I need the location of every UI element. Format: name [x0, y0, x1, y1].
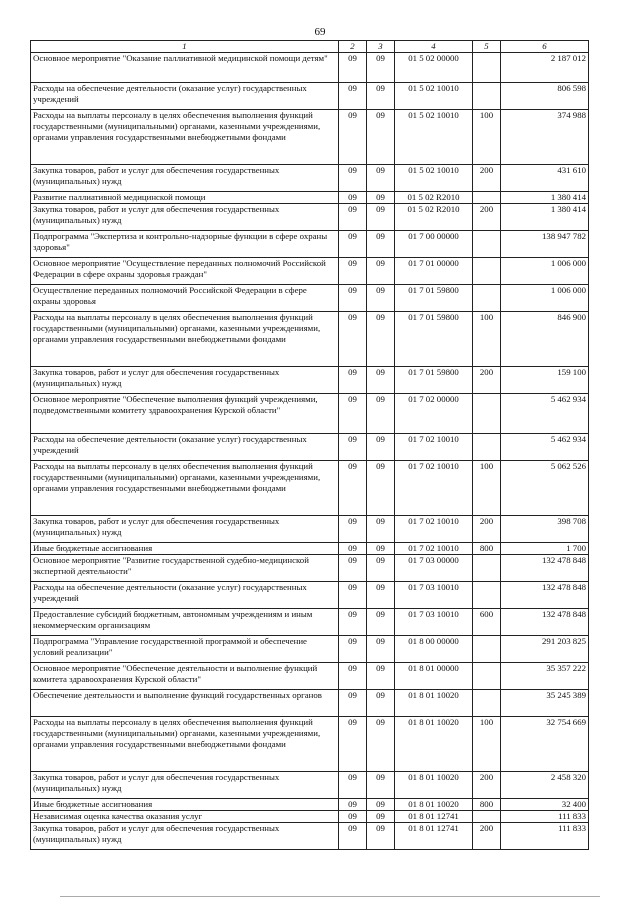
expense-name-cell: Основное мероприятие "Осуществление переданных полномочий Российской Федерации в сфере охраны здоровья граждан"	[31, 257, 339, 284]
amount-cell: 1 006 000	[501, 284, 589, 311]
expense-type-cell: 200	[473, 366, 501, 393]
subsection-code-cell: 09	[367, 366, 395, 393]
column-header-pr: 3	[367, 41, 395, 53]
subsection-code-cell: 09	[367, 191, 395, 203]
section-code-cell: 09	[339, 810, 367, 822]
section-code-cell: 09	[339, 608, 367, 635]
table-row	[31, 230, 589, 257]
table-row	[31, 311, 589, 366]
section-code-cell: 09	[339, 257, 367, 284]
table-body	[31, 52, 589, 849]
amount-cell: 111 833	[501, 810, 589, 822]
amount-cell: 32 754 669	[501, 716, 589, 771]
subsection-code-cell: 09	[367, 460, 395, 515]
target-article-cell: 01 8 00 00000	[395, 635, 473, 662]
amount-cell: 111 833	[501, 822, 589, 849]
target-article-cell: 01 8 01 10020	[395, 798, 473, 810]
expense-name-cell: Осуществление переданных полномочий Российской Федерации в сфере охраны здоровья	[31, 284, 339, 311]
amount-cell: 374 988	[501, 109, 589, 164]
expense-name-cell: Закупка товаров, работ и услуг для обеспечения государственных (муниципальных) нужд	[31, 515, 339, 542]
subsection-code-cell: 09	[367, 798, 395, 810]
expense-name-cell: Подпрограмма "Управление государственной программой и обеспечение условий реализации"	[31, 635, 339, 662]
table-row	[31, 798, 589, 810]
table-row	[31, 581, 589, 608]
subsection-code-cell: 09	[367, 164, 395, 191]
scan-bottom-line	[60, 896, 600, 897]
table-row	[31, 82, 589, 109]
target-article-cell: 01 7 03 10010	[395, 581, 473, 608]
amount-cell: 1 380 414	[501, 191, 589, 203]
expense-type-cell: 800	[473, 798, 501, 810]
expense-name-cell: Расходы на выплаты персоналу в целях обеспечения выполнения функций государственными (муниципальными) органами, казенными учреждениями, органами управления государственными внебюджетными фондами	[31, 460, 339, 515]
target-article-cell: 01 7 00 00000	[395, 230, 473, 257]
expense-name-cell: Подпрограмма "Экспертиза и контрольно-надзорные функции в сфере охраны здоровья"	[31, 230, 339, 257]
amount-cell: 132 478 848	[501, 581, 589, 608]
section-code-cell: 09	[339, 109, 367, 164]
amount-cell: 5 462 934	[501, 433, 589, 460]
table-row	[31, 662, 589, 689]
subsection-code-cell: 09	[367, 810, 395, 822]
table-row	[31, 515, 589, 542]
amount-cell: 138 947 782	[501, 230, 589, 257]
target-article-cell: 01 7 01 59800	[395, 366, 473, 393]
section-code-cell: 09	[339, 515, 367, 542]
expense-name-cell: Обеспечение деятельности и выполнение функций государственных органов	[31, 689, 339, 716]
column-header-sum: 6	[501, 41, 589, 53]
expense-name-cell: Расходы на обеспечение деятельности (оказание услуг) государственных учреждений	[31, 433, 339, 460]
expense-type-cell	[473, 257, 501, 284]
target-article-cell: 01 7 01 00000	[395, 257, 473, 284]
target-article-cell: 01 7 02 00000	[395, 393, 473, 433]
section-code-cell: 09	[339, 542, 367, 554]
subsection-code-cell: 09	[367, 257, 395, 284]
expense-type-cell	[473, 662, 501, 689]
target-article-cell: 01 8 01 12741	[395, 810, 473, 822]
subsection-code-cell: 09	[367, 581, 395, 608]
expense-name-cell: Основное мероприятие "Обеспечение деятельности и выполнение функций комитета здравоохранения Курской области"	[31, 662, 339, 689]
subsection-code-cell: 09	[367, 635, 395, 662]
target-article-cell: 01 8 01 10020	[395, 771, 473, 798]
section-code-cell: 09	[339, 284, 367, 311]
amount-cell: 35 357 222	[501, 662, 589, 689]
subsection-code-cell: 09	[367, 433, 395, 460]
expense-name-cell: Расходы на выплаты персоналу в целях обеспечения выполнения функций государственными (муниципальными) органами, казенными учреждениями, органами управления государственными внебюджетными фондами	[31, 716, 339, 771]
expense-name-cell: Расходы на выплаты персоналу в целях обеспечения выполнения функций государственными (муниципальными) органами, казенными учреждениями, органами управления государственными внебюджетными фондами	[31, 109, 339, 164]
section-code-cell: 09	[339, 771, 367, 798]
expense-type-cell	[473, 191, 501, 203]
subsection-code-cell: 09	[367, 82, 395, 109]
target-article-cell: 01 7 02 10010	[395, 542, 473, 554]
table-row	[31, 433, 589, 460]
expense-type-cell	[473, 554, 501, 581]
expense-type-cell: 200	[473, 771, 501, 798]
target-article-cell: 01 7 01 59800	[395, 311, 473, 366]
target-article-cell: 01 5 02 10010	[395, 109, 473, 164]
table-row	[31, 716, 589, 771]
expense-type-cell	[473, 230, 501, 257]
expense-name-cell: Развитие паллиативной медицинской помощи	[31, 191, 339, 203]
subsection-code-cell: 09	[367, 822, 395, 849]
target-article-cell: 01 7 02 10010	[395, 433, 473, 460]
column-header-csr: 4	[395, 41, 473, 53]
expense-name-cell: Основное мероприятие "Оказание паллиативной медицинской помощи детям"	[31, 52, 339, 82]
expense-type-cell: 200	[473, 164, 501, 191]
expense-name-cell: Расходы на обеспечение деятельности (оказание услуг) государственных учреждений	[31, 581, 339, 608]
target-article-cell: 01 5 02 10010	[395, 82, 473, 109]
target-article-cell: 01 7 01 59800	[395, 284, 473, 311]
section-code-cell: 09	[339, 635, 367, 662]
subsection-code-cell: 09	[367, 284, 395, 311]
target-article-cell: 01 8 01 12741	[395, 822, 473, 849]
table-row	[31, 393, 589, 433]
amount-cell: 398 708	[501, 515, 589, 542]
target-article-cell: 01 5 02 R2010	[395, 191, 473, 203]
section-code-cell: 09	[339, 822, 367, 849]
table-row	[31, 822, 589, 849]
amount-cell: 132 478 848	[501, 554, 589, 581]
expense-name-cell: Закупка товаров, работ и услуг для обеспечения государственных (муниципальных) нужд	[31, 771, 339, 798]
table-row	[31, 257, 589, 284]
section-code-cell: 09	[339, 52, 367, 82]
expense-type-cell	[473, 635, 501, 662]
subsection-code-cell: 09	[367, 662, 395, 689]
expense-name-cell: Предоставление субсидий бюджетным, автономным учреждениям и иным некоммерческим организациям	[31, 608, 339, 635]
section-code-cell: 09	[339, 393, 367, 433]
expense-name-cell: Расходы на выплаты персоналу в целях обеспечения выполнения функций государственными (муниципальными) органами, казенными учреждениями, органами управления государственными внебюджетными фондами	[31, 311, 339, 366]
table-row	[31, 635, 589, 662]
target-article-cell: 01 7 03 00000	[395, 554, 473, 581]
subsection-code-cell: 09	[367, 393, 395, 433]
table-row	[31, 52, 589, 82]
expense-name-cell: Независимая оценка качества оказания услуг	[31, 810, 339, 822]
table-row	[31, 191, 589, 203]
target-article-cell: 01 5 02 R2010	[395, 203, 473, 230]
subsection-code-cell: 09	[367, 554, 395, 581]
subsection-code-cell: 09	[367, 771, 395, 798]
expense-type-cell: 100	[473, 460, 501, 515]
table-row	[31, 284, 589, 311]
page-number: 69	[314, 26, 326, 38]
section-code-cell: 09	[339, 311, 367, 366]
amount-cell: 1 380 414	[501, 203, 589, 230]
column-header-vr: 5	[473, 41, 501, 53]
amount-cell: 5 062 526	[501, 460, 589, 515]
expense-type-cell	[473, 810, 501, 822]
table-row	[31, 109, 589, 164]
target-article-cell: 01 7 02 10010	[395, 515, 473, 542]
budget-table	[30, 40, 589, 850]
subsection-code-cell: 09	[367, 608, 395, 635]
subsection-code-cell: 09	[367, 542, 395, 554]
amount-cell: 431 610	[501, 164, 589, 191]
section-code-cell: 09	[339, 164, 367, 191]
amount-cell: 2 187 012	[501, 52, 589, 82]
amount-cell: 1 006 000	[501, 257, 589, 284]
column-header-rz: 2	[339, 41, 367, 53]
expense-type-cell	[473, 284, 501, 311]
section-code-cell: 09	[339, 191, 367, 203]
expense-type-cell: 200	[473, 822, 501, 849]
expense-name-cell: Закупка товаров, работ и услуг для обеспечения государственных (муниципальных) нужд	[31, 203, 339, 230]
table-row	[31, 164, 589, 191]
table-header-row	[31, 41, 589, 53]
section-code-cell: 09	[339, 798, 367, 810]
expense-type-cell	[473, 393, 501, 433]
section-code-cell: 09	[339, 366, 367, 393]
table-row	[31, 689, 589, 716]
section-code-cell: 09	[339, 716, 367, 771]
expense-name-cell: Иные бюджетные ассигнования	[31, 542, 339, 554]
expense-name-cell: Иные бюджетные ассигнования	[31, 798, 339, 810]
target-article-cell: 01 7 02 10010	[395, 460, 473, 515]
expense-type-cell	[473, 52, 501, 82]
amount-cell: 32 400	[501, 798, 589, 810]
amount-cell: 132 478 848	[501, 608, 589, 635]
amount-cell: 5 462 934	[501, 393, 589, 433]
expense-type-cell: 200	[473, 203, 501, 230]
table-row	[31, 608, 589, 635]
target-article-cell: 01 8 01 00000	[395, 662, 473, 689]
target-article-cell: 01 5 02 10010	[395, 164, 473, 191]
amount-cell: 159 100	[501, 366, 589, 393]
expense-name-cell: Закупка товаров, работ и услуг для обеспечения государственных (муниципальных) нужд	[31, 822, 339, 849]
section-code-cell: 09	[339, 581, 367, 608]
column-header-name: 1	[31, 41, 339, 53]
subsection-code-cell: 09	[367, 230, 395, 257]
section-code-cell: 09	[339, 82, 367, 109]
table-row	[31, 366, 589, 393]
table-row	[31, 542, 589, 554]
amount-cell: 806 598	[501, 82, 589, 109]
section-code-cell: 09	[339, 433, 367, 460]
section-code-cell: 09	[339, 203, 367, 230]
expense-type-cell	[473, 581, 501, 608]
expense-name-cell: Основное мероприятие "Обеспечение выполнения функций учреждениями, подведомственными комитету здравоохранения Курской области"	[31, 393, 339, 433]
target-article-cell: 01 5 02 00000	[395, 52, 473, 82]
section-code-cell: 09	[339, 460, 367, 515]
section-code-cell: 09	[339, 689, 367, 716]
subsection-code-cell: 09	[367, 689, 395, 716]
target-article-cell: 01 7 03 10010	[395, 608, 473, 635]
subsection-code-cell: 09	[367, 52, 395, 82]
subsection-code-cell: 09	[367, 109, 395, 164]
expense-name-cell: Основное мероприятие "Развитие государственной судебно-медицинской экспертной деятельности"	[31, 554, 339, 581]
expense-name-cell: Закупка товаров, работ и услуг для обеспечения государственных (муниципальных) нужд	[31, 366, 339, 393]
expense-type-cell: 600	[473, 608, 501, 635]
expense-type-cell: 100	[473, 109, 501, 164]
section-code-cell: 09	[339, 554, 367, 581]
expense-type-cell: 100	[473, 716, 501, 771]
section-code-cell: 09	[339, 230, 367, 257]
expense-type-cell: 100	[473, 311, 501, 366]
expense-type-cell	[473, 433, 501, 460]
table-row	[31, 203, 589, 230]
expense-type-cell: 200	[473, 515, 501, 542]
target-article-cell: 01 8 01 10020	[395, 716, 473, 771]
amount-cell: 846 900	[501, 311, 589, 366]
expense-type-cell: 800	[473, 542, 501, 554]
expense-type-cell	[473, 82, 501, 109]
subsection-code-cell: 09	[367, 716, 395, 771]
table-row	[31, 771, 589, 798]
subsection-code-cell: 09	[367, 515, 395, 542]
expense-name-cell: Закупка товаров, работ и услуг для обеспечения государственных (муниципальных) нужд	[31, 164, 339, 191]
amount-cell: 291 203 825	[501, 635, 589, 662]
amount-cell: 35 245 389	[501, 689, 589, 716]
table-row	[31, 460, 589, 515]
target-article-cell: 01 8 01 10020	[395, 689, 473, 716]
expense-type-cell	[473, 689, 501, 716]
subsection-code-cell: 09	[367, 311, 395, 366]
expense-name-cell: Расходы на обеспечение деятельности (оказание услуг) государственных учреждений	[31, 82, 339, 109]
section-code-cell: 09	[339, 662, 367, 689]
amount-cell: 2 458 320	[501, 771, 589, 798]
table-row	[31, 554, 589, 581]
table-row	[31, 810, 589, 822]
subsection-code-cell: 09	[367, 203, 395, 230]
amount-cell: 1 700	[501, 542, 589, 554]
